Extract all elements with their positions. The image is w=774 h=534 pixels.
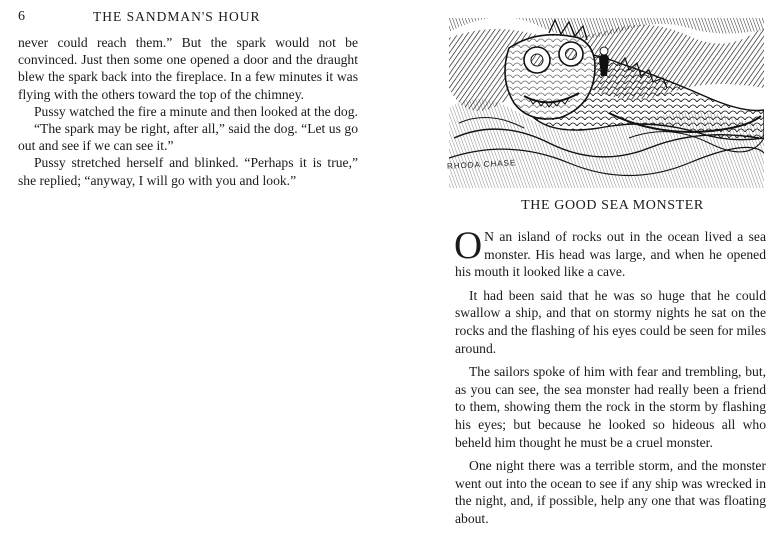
paragraph: “The spark may be right, after all,” said the dog. “Let us go out and see if we can see it.” xyxy=(18,121,358,154)
paragraph: never could reach them.” But the spark would not be convinced. Just then some one opened a door and the draught blew the spark back into the fireplace. In a few minutes it was flying with the others toward the top of the chimney. xyxy=(18,35,358,102)
right-body-text xyxy=(454,224,766,534)
chapter-title: THE GOOD SEA MONSTER xyxy=(521,198,704,213)
paragraph: Pussy watched the fire a minute and then looked at the dog. xyxy=(34,103,358,119)
running-title: THE SANDMAN'S HOUR xyxy=(93,9,261,24)
running-head xyxy=(18,9,338,29)
paragraph: It had been said that he was so huge that he could swallow a ship, and that on stormy nights he sat on the rocks and the flashing of his eyes could be seen for miles around. xyxy=(455,287,766,356)
page-number: 6 xyxy=(18,9,25,24)
drop-cap: O xyxy=(454,224,483,267)
left-body-text xyxy=(18,34,358,189)
paragraph xyxy=(454,224,766,281)
left-page xyxy=(0,0,387,504)
paragraph: One night there was a terrible storm, and the monster went out into the ocean to see if any ship was wrecked in the night, and, if possible, help any one that was floating about. xyxy=(455,458,766,526)
paragraph: Pussy stretched herself and blinked. “Perhaps it is true,” she replied; “anyway, I will go with you and look.” xyxy=(18,155,358,188)
first-paragraph-text: N an island of rocks out in the ocean lived a sea monster. His head was large, and when he opened his mouth it looked like a cave. xyxy=(455,229,766,280)
right-page xyxy=(387,0,774,526)
paragraph: The sailors spoke of him with fear and trembling, but, as you can see, the sea monster had really been a friend to them, showing them the rock in the storm by flashing his eyes; but because he looked so hideous all who beheld him thought he must be a cruel monster. xyxy=(455,364,766,450)
artist-signature: RHODA CHASE xyxy=(446,158,517,171)
